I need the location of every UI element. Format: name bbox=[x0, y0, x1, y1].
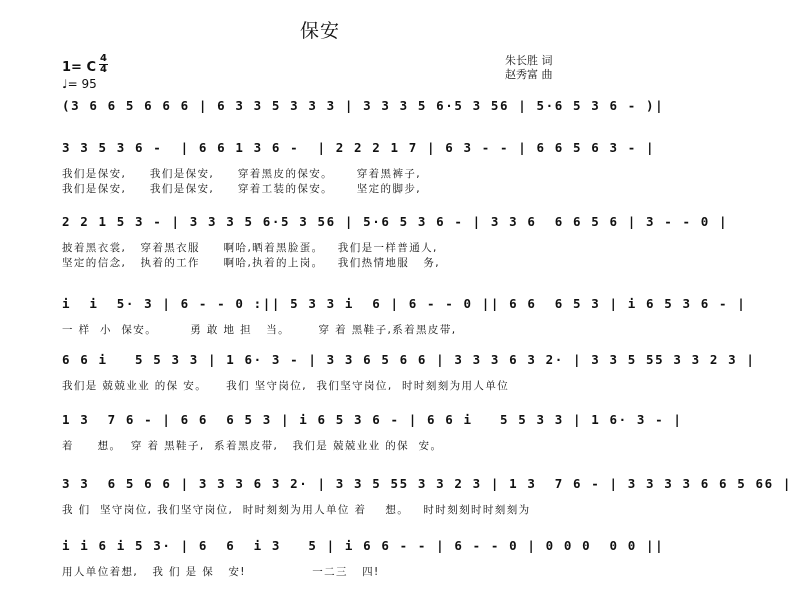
notation-line: 3 3 5 3 6 - | 6 6 1 3 6 - | 2 2 2 1 7 | 6 3 - - | 6 6 5 6 3 - | bbox=[62, 140, 656, 155]
time-signature-bottom: 4 bbox=[100, 64, 107, 75]
notation-line: (3 6 6 5 6 6 6 | 6 3 3 5 3 3 3 | 3 3 3 5 6·5 3 56 | 5·6 5 3 6 - )| bbox=[62, 98, 665, 113]
lyric-line: 我 们 坚守岗位, 我们坚守岗位, 时时刻刻为用人单位 着 想。 时时刻刻时时刻刻为 bbox=[62, 504, 531, 516]
key-signature: 1= C bbox=[62, 60, 97, 75]
lyricist-credit: 朱长胜 词 bbox=[505, 54, 553, 67]
lyric-line: 我们是 兢兢业业 的保 安。 我们 坚守岗位, 我们坚守岗位, 时时刻刻为用人单位 bbox=[62, 380, 510, 392]
notation-line: i i 6 i 5 3· | 6 6 i 3 5 | i 6 6 - - | 6 - - 0 | 0 0 0 0 0 || bbox=[62, 538, 665, 553]
notation-line: 1 3 7 6 - | 6 6 6 5 3 | i 6 5 3 6 - | 6 6 i 5 5 3 3 | 1 6· 3 - | bbox=[62, 412, 683, 427]
time-signature bbox=[99, 54, 108, 75]
song-title: 保安 bbox=[299, 20, 340, 42]
credits bbox=[505, 54, 553, 82]
tempo-marking: ♩= 95 bbox=[62, 77, 97, 91]
lyric-line: 一 样 小 保安。 勇 敢 地 担 当。 穿 着 黑鞋子,系着黑皮带, bbox=[62, 324, 457, 336]
notation-line: i i 5· 3 | 6 - - 0 :|| 5 3 3 i 6 | 6 - - 0 || 6 6 6 5 3 | i 6 5 3 6 - | bbox=[62, 296, 747, 311]
lyric-verse-2: 坚定的信念, 执着的工作 啊哈,执着的上岗。 我们热情地服 务, bbox=[62, 257, 441, 269]
composer-credit: 赵秀富 曲 bbox=[505, 68, 553, 81]
notation-line: 2 2 1 5 3 - | 3 3 3 5 6·5 3 56 | 5·6 5 3 6 - | 3 3 6 6 6 5 6 | 3 - - 0 | bbox=[62, 214, 729, 229]
lyric-line: 用人单位着想, 我 们 是 保 安! 一二三 四! bbox=[62, 566, 380, 578]
time-signature-top: 4 bbox=[100, 53, 107, 64]
lyric-line: 着 想。 穿 着 黑鞋子, 系着黑皮带, 我们是 兢兢业业 的保 安。 bbox=[62, 440, 443, 452]
lyric-verse-1: 披着黑衣裳, 穿着黑衣服 啊哈,晒着黑脸蛋。 我们是一样普通人, bbox=[62, 242, 438, 254]
lyric-verse-1: 我们是保安, 我们是保安, 穿着黑皮的保安。 穿着黑裤子, bbox=[62, 168, 421, 180]
lyric-verse-2: 我们是保安, 我们是保安, 穿着工装的保安。 坚定的脚步, bbox=[62, 183, 421, 195]
notation-line: 6 6 i 5 5 3 3 | 1 6· 3 - | 3 3 6 5 6 6 | 3 3 3 6 3 2· | 3 3 5 55 3 3 2 3 | bbox=[62, 352, 756, 367]
notation-line: 3 3 6 5 6 6 | 3 3 3 6 3 2· | 3 3 5 55 3 3 2 3 | 1 3 7 6 - | 3 3 3 3 6 6 5 66 | bbox=[62, 476, 792, 491]
